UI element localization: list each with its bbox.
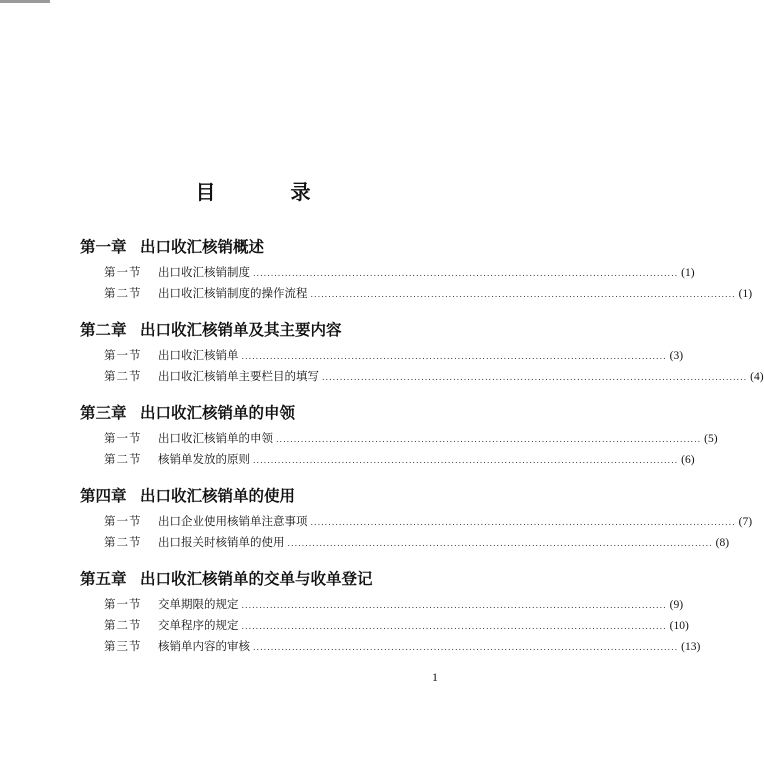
- dot-leader: ........................................................................................................................: [287, 539, 713, 548]
- chapter-title: 出口收汇核销单的使用: [140, 487, 296, 505]
- dot-leader: ........................................................................................................................: [276, 435, 702, 444]
- chapter-heading[interactable]: [80, 402, 432, 424]
- toc-entry[interactable]: [80, 615, 689, 636]
- toc-entry[interactable]: [80, 428, 718, 449]
- dot-leader: ........................................................................................................................: [253, 643, 679, 652]
- page-reference: (10): [669, 620, 689, 632]
- chapter-number: 第四章: [80, 487, 127, 505]
- chapter-title: 出口收汇核销单的交单与收单登记: [140, 570, 373, 588]
- section-number: 第二节: [104, 618, 142, 632]
- toc-entry[interactable]: [80, 511, 753, 532]
- section-number: 第二节: [104, 535, 142, 549]
- section-title: 出口收汇核销制度: [158, 265, 250, 279]
- dot-leader: ........................................................................................................................: [253, 269, 679, 278]
- section-title: 出口收汇核销单的申领: [158, 431, 273, 445]
- section-number: 第一节: [104, 514, 142, 528]
- section-number: 第一节: [104, 597, 142, 611]
- toc-entry[interactable]: [80, 636, 701, 657]
- toc-entry[interactable]: [80, 366, 764, 387]
- section-number: 第一节: [104, 431, 142, 445]
- page-reference: (9): [669, 599, 684, 611]
- section-number: 第二节: [104, 286, 142, 300]
- dot-leader: ........................................................................................................................: [241, 622, 667, 631]
- section-title: 核销单内容的审核: [158, 639, 250, 653]
- dot-leader: ........................................................................................................................: [310, 518, 736, 527]
- dot-leader: ........................................................................................................................: [253, 456, 679, 465]
- page-reference: (1): [681, 267, 695, 279]
- section-title: 出口企业使用核销单注意事项: [158, 514, 308, 528]
- section-title: 交单期限的规定: [158, 597, 239, 611]
- toc-entry[interactable]: [80, 594, 684, 615]
- page-reference: (5): [704, 433, 718, 445]
- page-reference: (4): [750, 371, 764, 383]
- page-reference: (6): [681, 454, 695, 466]
- chapter-heading[interactable]: [80, 485, 432, 507]
- chapter-number: 第一章: [80, 238, 127, 256]
- page-reference: (7): [738, 516, 753, 528]
- dot-leader: ........................................................................................................................: [241, 601, 667, 610]
- chapter-title: 出口收汇核销概述: [140, 238, 265, 256]
- page-reference: (13): [681, 641, 701, 653]
- chapter-1: [80, 236, 753, 304]
- page-reference: (3): [669, 350, 684, 362]
- dot-leader: ........................................................................................................................: [241, 352, 667, 361]
- toc-entry[interactable]: [80, 345, 684, 366]
- section-number: 第一节: [104, 348, 142, 362]
- chapter-number: 第三章: [80, 404, 127, 422]
- section-number: 第二节: [104, 452, 142, 466]
- chapter-heading[interactable]: [80, 236, 432, 258]
- chapter-number: 第二章: [80, 321, 127, 339]
- chapter-5: [80, 568, 701, 657]
- chapter-4: [80, 485, 753, 553]
- section-title: 交单程序的规定: [158, 618, 239, 632]
- section-number: 第三节: [104, 639, 142, 653]
- section-title: 出口报关时核销单的使用: [158, 535, 285, 549]
- toc-entry[interactable]: [80, 283, 753, 304]
- chapter-heading[interactable]: [80, 319, 432, 341]
- chapter-title: 出口收汇核销单及其主要内容: [140, 321, 342, 339]
- page-title: 目 录: [195, 180, 345, 204]
- scan-edge-mark: [0, 0, 50, 3]
- section-title: 出口收汇核销单主要栏目的填写: [158, 369, 319, 383]
- section-number: 第一节: [104, 265, 142, 279]
- dot-leader: ........................................................................................................................: [310, 290, 736, 299]
- toc-entry[interactable]: [80, 262, 695, 283]
- dot-leader: ........................................................................................................................: [322, 373, 748, 382]
- section-number: 第二节: [104, 369, 142, 383]
- section-title: 核销单发放的原则: [158, 452, 250, 466]
- chapter-3: [80, 402, 718, 470]
- toc-entry[interactable]: [80, 449, 695, 470]
- table-of-contents: [80, 236, 764, 672]
- section-title: 出口收汇核销制度的操作流程: [158, 286, 308, 300]
- chapter-heading[interactable]: [80, 568, 432, 590]
- toc-entry[interactable]: [80, 532, 730, 553]
- chapter-title: 出口收汇核销单的申领: [140, 404, 296, 422]
- page-number: 1: [432, 670, 438, 684]
- chapter-2: [80, 319, 764, 387]
- section-title: 出口收汇核销单: [158, 348, 239, 362]
- page-reference: (8): [715, 537, 730, 549]
- page-reference: (1): [738, 288, 753, 300]
- chapter-number: 第五章: [80, 570, 127, 588]
